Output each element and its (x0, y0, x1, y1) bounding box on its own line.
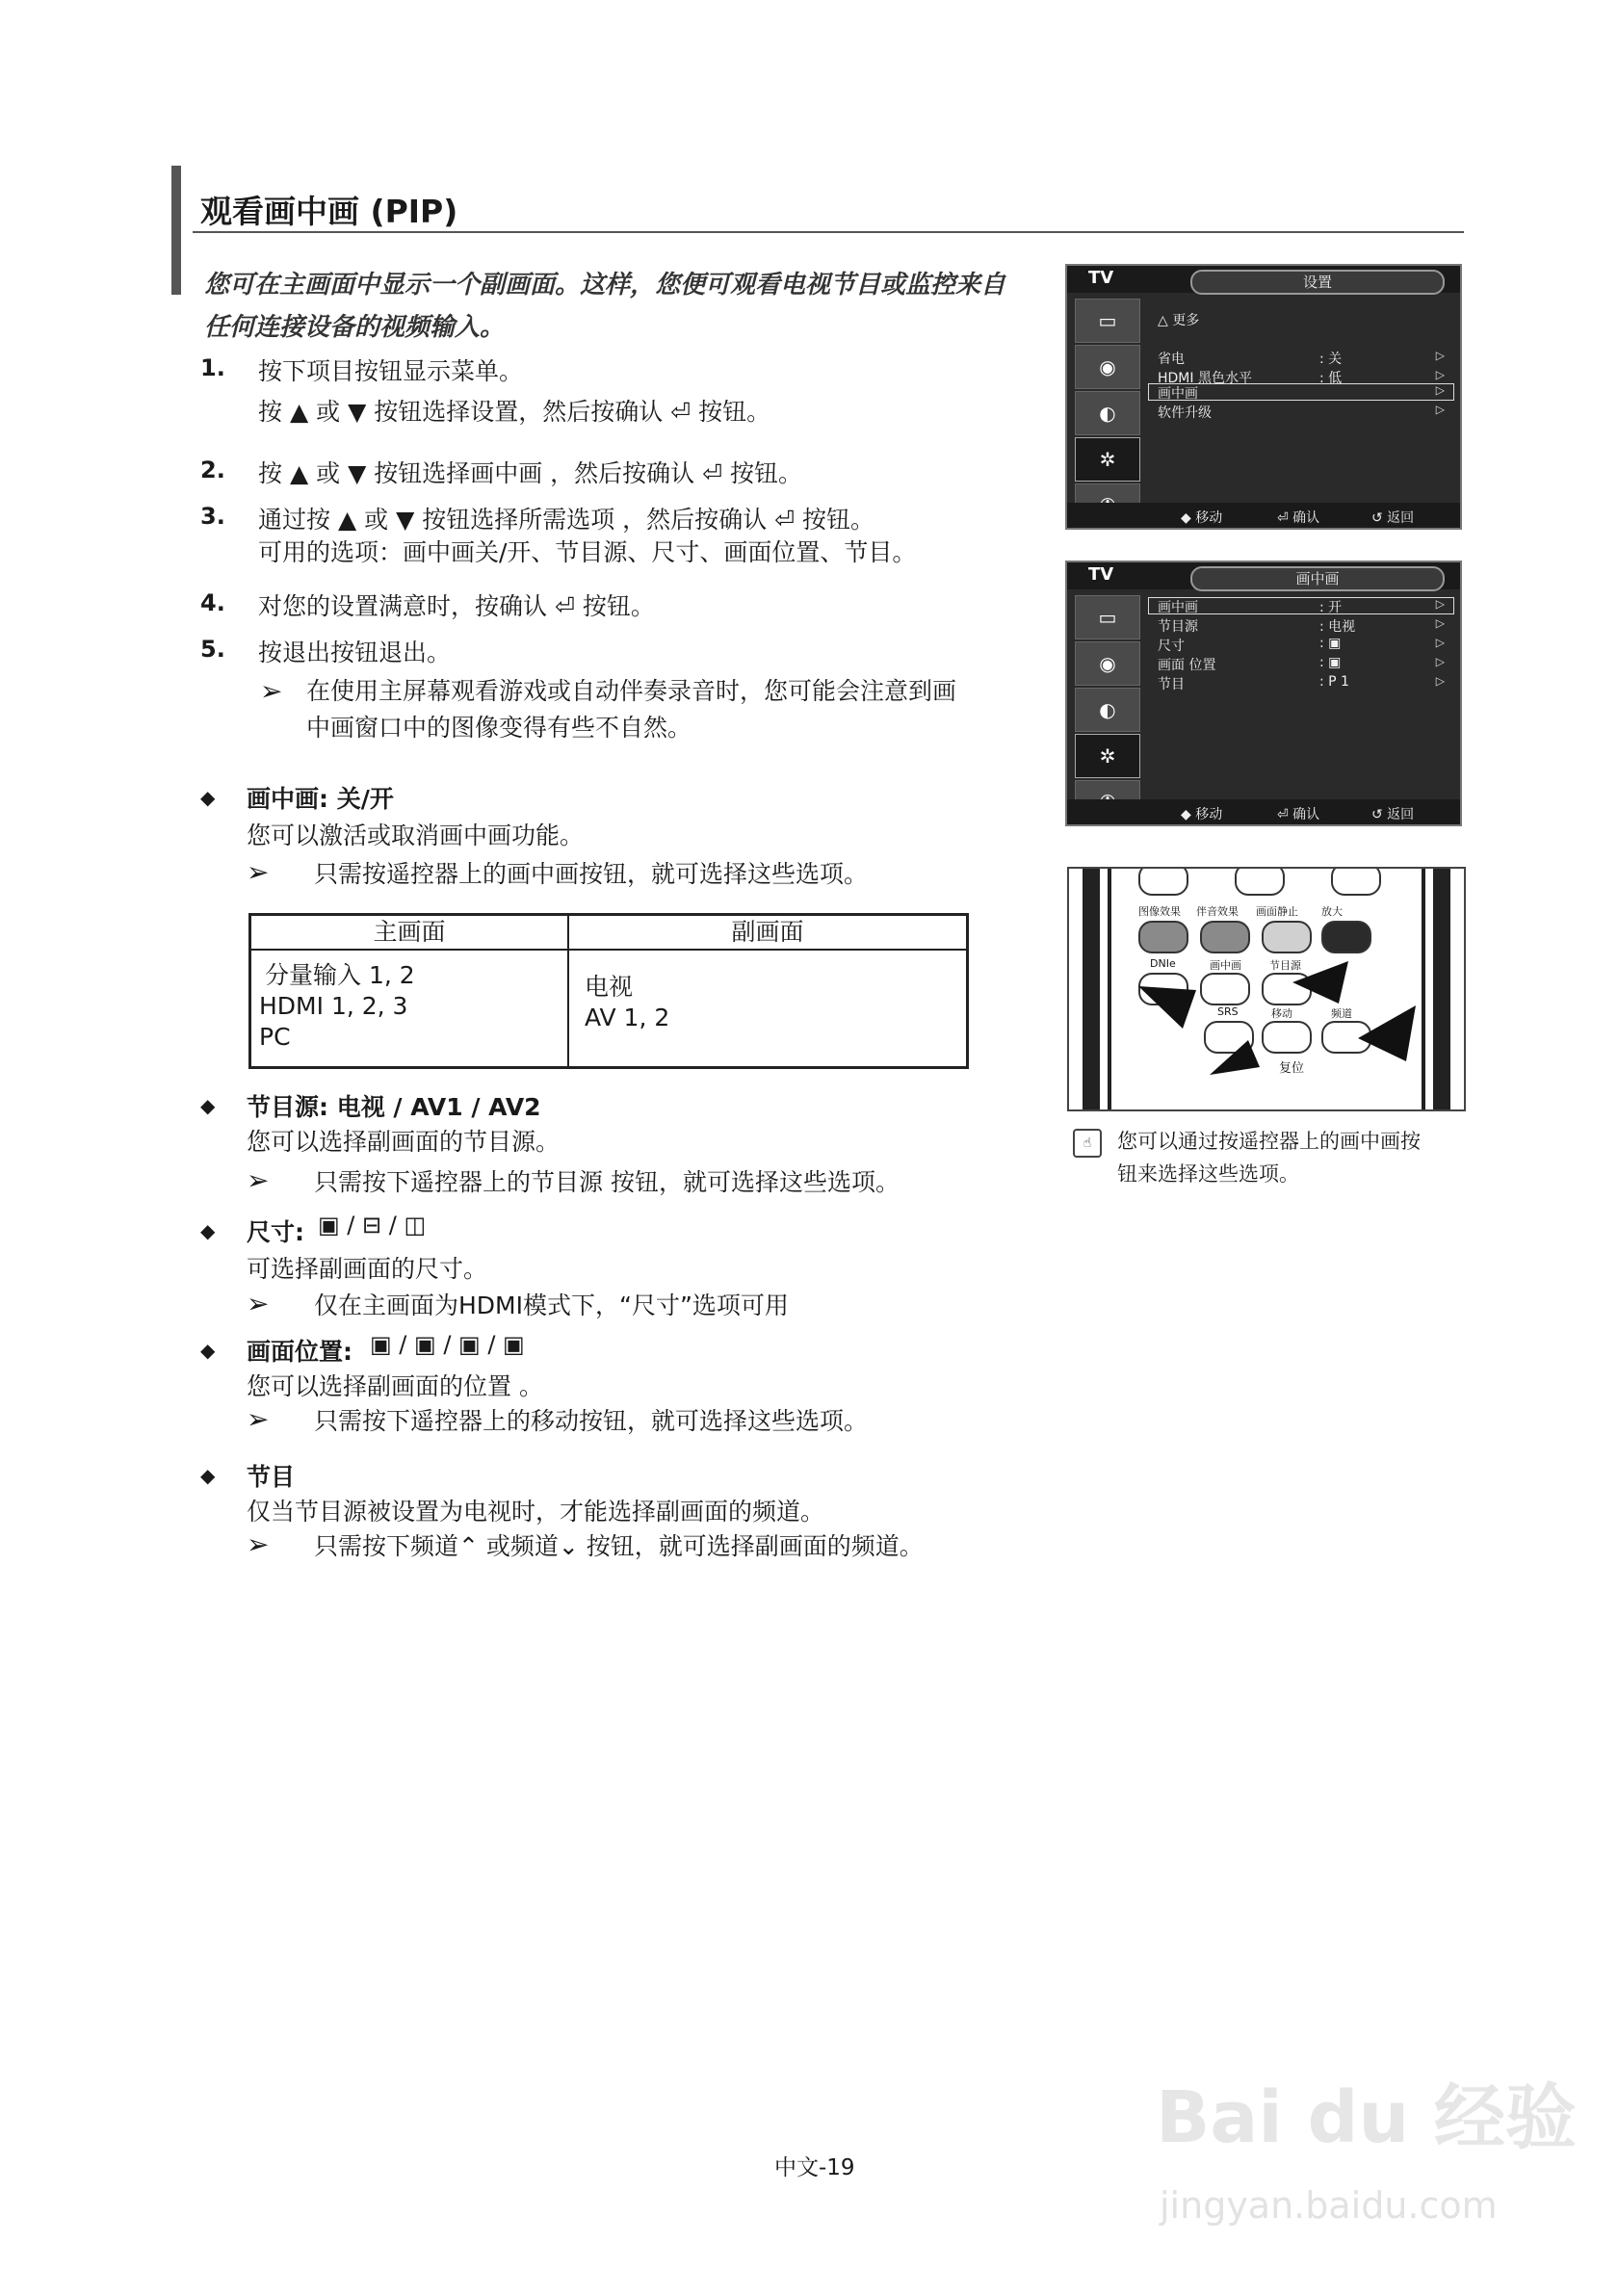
bullet-diamond-icon: ◆ (200, 1339, 216, 1362)
osd-row-value: : P 1 (1319, 674, 1349, 690)
channel-note: 只需按下频道⌃ 或频道⌄ 按钮，就可选择副画面的频道。 (314, 1532, 924, 1560)
source-heading: 节目源: 电视 / AV1 / AV2 (247, 1093, 541, 1121)
page-title: 观看画中画 (PIP) (200, 193, 458, 230)
note-arrow-icon: ➢ (260, 675, 283, 707)
step-3-line-1: 通过按 ▲ 或 ▼ 按钮选择所需选项 ，然后按确认 ⏎ 按钮。 (258, 506, 875, 534)
step-note-line-1: 在使用主屏幕观看游戏或自动伴奏录音时，您可能会注意到画 (306, 677, 957, 705)
osd-move-hint: ◆ 移动 (1181, 510, 1223, 526)
osd-row-value: : ▣ (1319, 655, 1342, 670)
submenu-arrow-icon: ▷ (1435, 403, 1445, 416)
size-icons: ▣ / ⊟ / ◫ (318, 1212, 427, 1239)
osd-enter-hint: ⏎ 确认 (1277, 807, 1320, 822)
osd-footer (1067, 799, 1460, 824)
position-heading: 画面位置: (247, 1338, 352, 1366)
osd-more-item: △ 更多 (1158, 313, 1200, 328)
pointer-arrow-icon (1358, 1005, 1416, 1061)
sound-effect-label: 伴音效果 (1196, 905, 1239, 918)
main-row: PC (259, 1023, 291, 1051)
step-number: 3. (200, 503, 225, 530)
step-1-line-2: 按 ▲ 或 ▼ 按钮选择设置，然后按确认 ⏎ 按钮。 (258, 398, 771, 426)
submenu-arrow-icon: ▷ (1435, 349, 1445, 362)
main-row: HDMI 1, 2, 3 (259, 992, 408, 1020)
channel-menu-icon: ◐ (1075, 391, 1140, 435)
submenu-arrow-icon: ▷ (1435, 655, 1445, 668)
step-4-line-1: 对您的设置满意时，按确认 ⏎ 按钮。 (258, 592, 655, 620)
channel-heading: 节目 (247, 1463, 296, 1491)
note-arrow-icon: ➢ (247, 1164, 270, 1196)
position-note: 只需按下遥控器上的移动按钮，就可选择这些选项。 (314, 1407, 869, 1435)
move-label: 移动 (1271, 1007, 1292, 1020)
channel-label: 频道 (1331, 1007, 1352, 1020)
still-label: 画面静止 (1256, 905, 1298, 918)
main-row: 分量输入 1, 2 (265, 961, 415, 989)
page-number: 中文-19 (774, 2155, 855, 2180)
source-table (248, 913, 969, 1069)
submenu-arrow-icon: ▷ (1435, 616, 1445, 630)
size-note: 仅在主画面为HDMI模式下，“尺寸”选项可用 (314, 1292, 789, 1319)
osd-top-bar (1067, 562, 1460, 589)
osd-header: 设置 (1190, 270, 1445, 295)
osd-row-pip (1158, 597, 1452, 616)
osd-row-label: 画中画 (1158, 600, 1198, 615)
step-number: 1. (200, 354, 225, 381)
channel-text: 仅当节目源被设置为电视时，才能选择副画面的频道。 (247, 1498, 825, 1526)
title-accent-bar (171, 166, 181, 295)
submenu-arrow-icon: ▷ (1435, 636, 1445, 649)
bullet-diamond-icon: ◆ (200, 1094, 216, 1117)
osd-return-hint: ↺ 返回 (1371, 510, 1415, 526)
osd-row-software-upgrade (1158, 403, 1452, 422)
note-arrow-icon: ➢ (247, 1288, 270, 1319)
bullet-diamond-icon: ◆ (200, 1464, 216, 1487)
osd-setup-menu (1065, 264, 1462, 530)
step-note-line-2: 中画窗口中的图像变得有些不自然。 (306, 714, 692, 742)
picture-effect-label: 图像效果 (1138, 905, 1181, 918)
dnie-label: DNIe (1150, 957, 1176, 970)
pip-note: 只需按遥控器上的画中画按钮，就可选择这些选项。 (314, 860, 869, 888)
osd-row-position (1158, 655, 1452, 674)
sound-menu-icon: ◉ (1075, 345, 1140, 389)
osd-footer (1067, 503, 1460, 528)
osd-row-pip (1158, 383, 1452, 403)
source-label: 节目源 (1269, 959, 1301, 972)
osd-row-size (1158, 636, 1452, 655)
side-note (1117, 1125, 1421, 1190)
pip-heading: 画中画: 关/开 (247, 785, 394, 813)
osd-row-label: 省电 (1158, 352, 1185, 367)
pip-label: 画中画 (1210, 959, 1241, 972)
osd-row-label: HDMI 黑色水平 (1158, 371, 1252, 386)
step-number: 2. (200, 457, 225, 483)
note-arrow-icon: ➢ (247, 1528, 270, 1560)
main-picture-header: 主画面 (251, 916, 567, 951)
step-1-line-1: 按下项目按钮显示菜单。 (258, 357, 524, 385)
osd-tv-label: TV (1088, 268, 1114, 288)
osd-header: 画中画 (1190, 566, 1445, 591)
osd-pip-menu (1065, 561, 1462, 826)
step-3-line-2: 可用的选项：画中画关/开、节目源、尺寸、画面位置、节目。 (258, 538, 917, 566)
zoom-label: 放大 (1321, 905, 1343, 918)
osd-row-value: : 低 (1319, 371, 1343, 386)
note-arrow-icon: ➢ (247, 1403, 270, 1435)
osd-sidebar (1069, 593, 1144, 826)
source-text: 您可以选择副画面的节目源。 (247, 1128, 561, 1156)
position-text: 您可以选择副画面的位置 。 (247, 1372, 543, 1400)
picture-menu-icon: ▭ (1075, 595, 1140, 639)
bullet-diamond-icon: ◆ (200, 1219, 216, 1242)
size-heading: 尺寸: (247, 1218, 304, 1246)
side-note-line: 您可以通过按遥控器上的画中画按 (1117, 1130, 1421, 1153)
reset-label: 复位 (1279, 1061, 1305, 1076)
source-note: 只需按下遥控器上的节目源 按钮，就可选择这些选项。 (314, 1168, 900, 1196)
note-arrow-icon: ➢ (247, 856, 270, 888)
intro-text: 您可在主画面中显示一个副画面。这样，您便可观看电视节目或监控来自任何连接设备的视频输入。 (204, 271, 1006, 342)
pointer-arrows-graphic (1069, 869, 1464, 1109)
sound-menu-icon: ◉ (1075, 641, 1140, 686)
osd-enter-hint: ⏎ 确认 (1277, 510, 1320, 526)
channel-menu-icon: ◐ (1075, 688, 1140, 732)
bullet-diamond-icon: ◆ (200, 786, 216, 809)
srs-label: SRS (1217, 1005, 1239, 1018)
step-number: 4. (200, 589, 225, 616)
submenu-arrow-icon: ▷ (1435, 383, 1445, 397)
size-text: 可选择副画面的尺寸。 (247, 1255, 488, 1283)
pointer-arrow-icon (1138, 986, 1196, 1029)
osd-sidebar (1069, 297, 1144, 530)
osd-top-bar (1067, 266, 1460, 293)
osd-row-source (1158, 616, 1452, 636)
osd-row-value: : 开 (1319, 600, 1343, 615)
submenu-arrow-icon: ▷ (1435, 368, 1445, 381)
setup-menu-icon: ✲ (1075, 437, 1140, 482)
submenu-arrow-icon: ▷ (1435, 597, 1445, 611)
setup-menu-icon: ✲ (1075, 734, 1140, 778)
title-rule (193, 231, 1464, 233)
step-5-line-1: 按退出按钮退出。 (258, 639, 452, 666)
sub-row: 电视 (585, 973, 634, 1001)
step-number: 5. (200, 636, 225, 663)
pointer-arrow-icon (1210, 1040, 1260, 1075)
osd-row-value: : 电视 (1319, 619, 1356, 635)
sub-picture-header: 副画面 (569, 916, 966, 951)
osd-row-label: 画中画 (1158, 386, 1198, 402)
pointer-arrow-icon (1292, 961, 1348, 1004)
pip-text: 您可以激活或取消画中画功能。 (247, 822, 585, 849)
sub-row: AV 1, 2 (585, 1004, 670, 1031)
picture-menu-icon: ▭ (1075, 299, 1140, 343)
osd-row-label: 软件升级 (1158, 405, 1212, 421)
submenu-arrow-icon: ▷ (1435, 674, 1445, 688)
osd-row-program (1158, 674, 1452, 693)
step-2-line-1: 按 ▲ 或 ▼ 按钮选择画中画 ，然后按确认 ⏎ 按钮。 (258, 459, 803, 487)
osd-row-label: 节目 (1158, 677, 1185, 692)
position-icons: ▣ / ▣ / ▣ / ▣ (370, 1331, 525, 1358)
osd-row-label: 画面 位置 (1158, 658, 1216, 673)
baidu-watermark: Bai du 经验 (1156, 2076, 1577, 2159)
hand-note-icon: ☝ (1073, 1129, 1102, 1158)
osd-row-value: : 关 (1319, 352, 1343, 367)
osd-return-hint: ↺ 返回 (1371, 807, 1415, 822)
remote-control-illustration (1067, 867, 1466, 1111)
osd-tv-label: TV (1088, 564, 1114, 585)
osd-row-power-saving (1158, 349, 1452, 368)
side-note-line: 钮来选择这些选项。 (1117, 1162, 1299, 1186)
osd-row-label: 尺寸 (1158, 639, 1185, 654)
baidu-watermark-url: jingyan.baidu.com (1160, 2184, 1498, 2227)
osd-row-value: : ▣ (1319, 636, 1342, 651)
osd-row-label: 节目源 (1158, 619, 1198, 635)
osd-move-hint: ◆ 移动 (1181, 807, 1223, 822)
